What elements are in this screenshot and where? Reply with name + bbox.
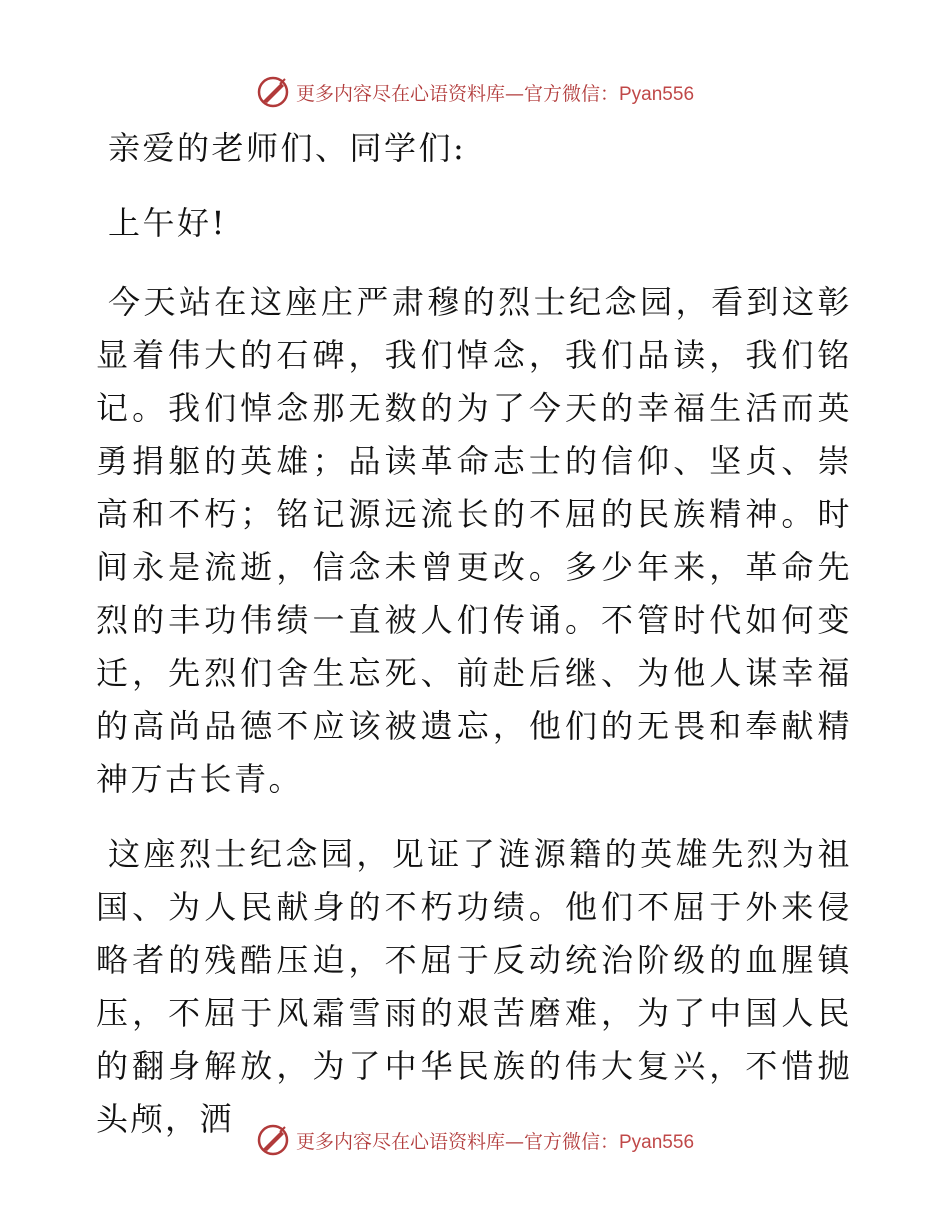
watermark-text: 更多内容尽在心语资料库—官方微信：Pyan556 [295,82,695,105]
watermark-wechat-id: Pyan556 [619,83,695,105]
body-paragraph: 这座烈士纪念园，见证了涟源籍的英雄先烈为祖国、为人民献身的不朽功绩。他们不屈于外来侵略者的残酷压迫，不屈于反动统治阶级的血腥镇压，不屈于风霜雪雨的艰苦磨难，为了中国人民的翻身解放，为了中华民族的伟大复兴，不惜抛头颅，洒 [96,835,852,1138]
footer-watermark [0,1120,950,1160]
salutation-line: 上午好! [108,204,227,242]
watermark-text: 更多内容尽在心语资料库—官方微信：Pyan556 [295,1130,695,1153]
quill-logo-icon [256,75,290,109]
watermark-wechat-id: Pyan556 [619,1131,695,1153]
document-body [96,122,852,1146]
header-watermark [0,72,950,112]
body-paragraph: 今天站在这座庄严肃穆的烈士纪念园，看到这彰显着伟大的石碑，我们悼念，我们品读，我们铭记。我们悼念那无数的为了今天的幸福生活而英勇捐躯的英雄；品读革命志士的信仰、坚贞、崇高和不朽；铭记源远流长的不屈的民族精神。时间永是流逝，信念未曾更改。多少年来，革命先烈的丰功伟绩一直被人们传诵。不管时代如何变迁，先烈们舍生忘死、前赴后继、为他人谋幸福的高尚品德不应该被遗忘，他们的无畏和奉献精神万古长青。 [96,283,852,798]
quill-logo-icon [256,1123,290,1157]
greeting-line: 亲爱的老师们、同学们: [108,129,467,167]
